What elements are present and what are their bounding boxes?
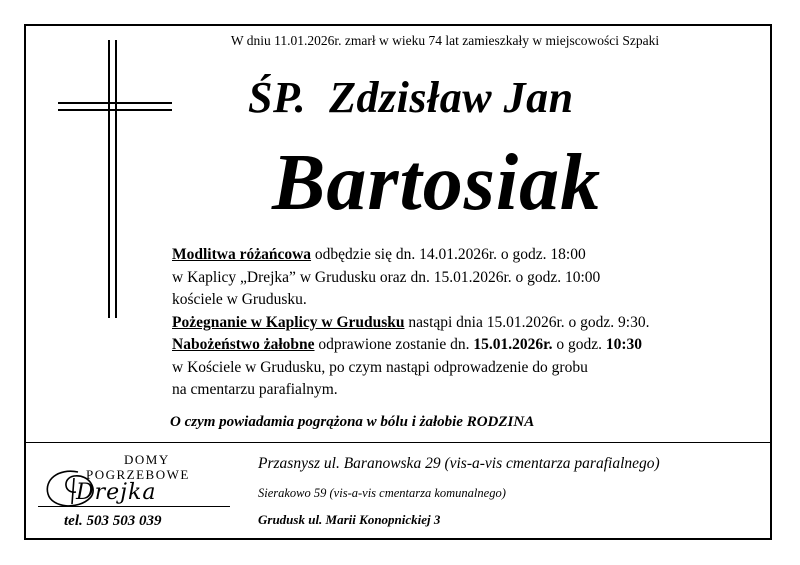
phone-number: tel. 503 503 039	[64, 513, 162, 529]
rosary-line-2: w Kaplicy „Drejka” w Grudusku oraz dn. 15.01.2026r. o godz. 10:00	[172, 268, 601, 286]
address-sierakowo: Sierakowo 59 (vis-a-vis cmentarza komunalnego)	[258, 486, 506, 500]
logo-line-2: POGRZEBOWE	[86, 467, 190, 482]
deceased-surname: Bartosiak	[272, 139, 602, 227]
address-przasnysz: Przasnysz ul. Baranowska 29 (vis-a-vis cmentarza parafialnego)	[258, 455, 660, 472]
farewell-time: nastąpi dnia 15.01.2026r. o godz. 9:30.	[404, 313, 650, 331]
cross-icon	[58, 40, 178, 320]
family-closing: O czym powiadamia pogrążona w bólu i żałobie RODZINA	[170, 414, 535, 430]
rosary-time: odbędzie się dn. 14.01.2026r. o godz. 18:00	[311, 246, 586, 263]
funeral-mass-text-2: o godz.	[552, 336, 606, 353]
death-announcement-line: W dniu 11.01.2026r. zmarł w wieku 74 lat zamieszkały w miejscowości Szpaki	[230, 33, 660, 48]
funeral-home-logo	[34, 452, 234, 532]
funeral-mass-time: 10:30	[605, 336, 643, 353]
deceased-given-names: ŚP. Zdzisław Jan	[248, 73, 574, 122]
funeral-mass-date: 15.01.2026r.	[473, 336, 553, 353]
funeral-mass-line-3: na cmentarzu parafialnym.	[172, 381, 338, 398]
farewell-heading: Pożegnanie w Kaplicy w Grudusku	[172, 313, 405, 331]
logo-brand: Drejka	[76, 480, 157, 505]
footer-divider	[24, 442, 772, 443]
rosary-line-1	[172, 244, 762, 267]
funeral-mass-heading: Nabożeństwo żałobne	[172, 336, 315, 353]
funeral-mass-line-1	[172, 334, 762, 357]
rosary-heading: Modlitwa różańcowa	[172, 246, 312, 263]
logo-rule	[38, 506, 230, 507]
farewell-line	[172, 312, 762, 335]
logo-line-1: DOMY	[124, 452, 170, 467]
funeral-mass-text: odprawione zostanie dn.	[314, 336, 474, 353]
funeral-mass-line-2: w Kościele w Grudusku, po czym nastąpi odprowadzenie do grobu	[172, 358, 588, 376]
rosary-line-3: kościele w Grudusku.	[172, 291, 307, 308]
address-grudusk: Grudusk ul. Marii Konopnickiej 3	[258, 512, 441, 527]
ceremony-details	[172, 244, 762, 402]
